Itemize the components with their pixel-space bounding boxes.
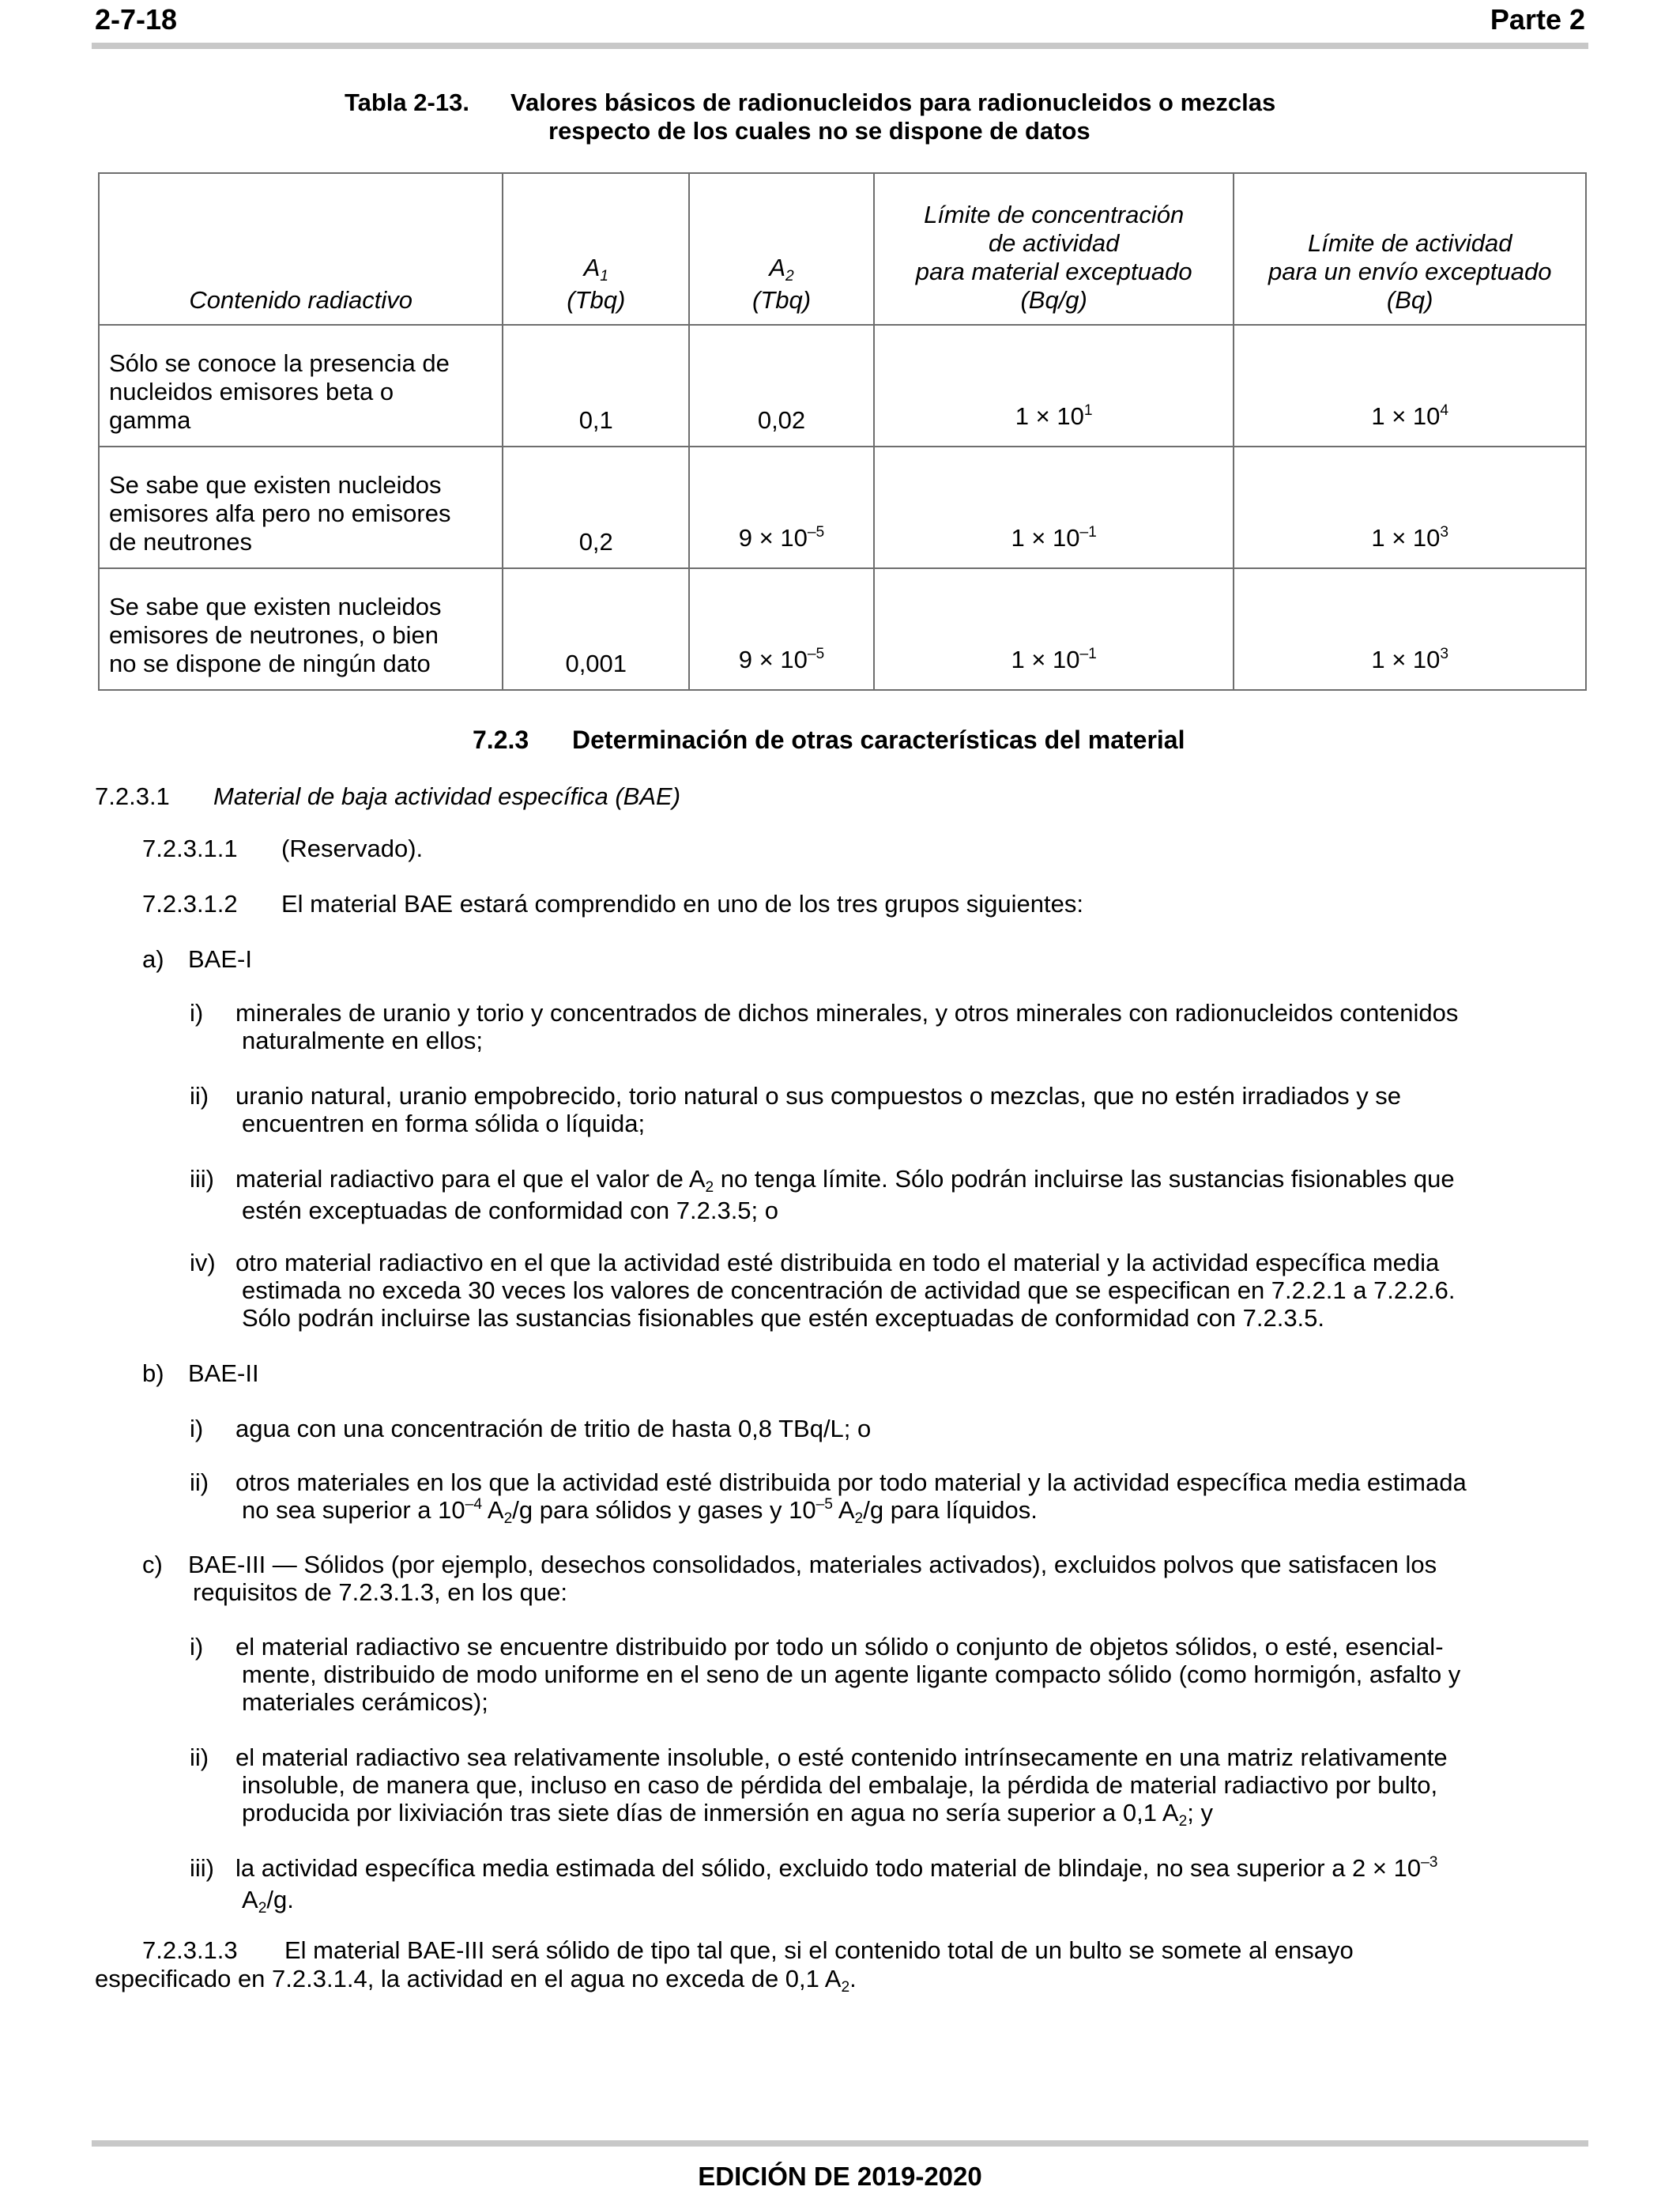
value-base: 9 × 10 xyxy=(738,524,808,552)
desc-line: no se dispone de ningún dato xyxy=(109,650,431,677)
list-marker: i) xyxy=(190,1633,204,1661)
group-label: BAE-II xyxy=(188,1359,259,1387)
item-line: estén exceptuadas de conformidad con 7.2.3.5; o xyxy=(242,1197,779,1224)
header-a2-sub: 2 xyxy=(785,267,794,285)
header-a1-symbol: A xyxy=(583,254,601,281)
value-exponent: –1 xyxy=(1079,646,1097,663)
table-caption xyxy=(345,89,1275,145)
text-run: ; y xyxy=(1187,1799,1213,1826)
header-a1 xyxy=(503,173,689,325)
table-row xyxy=(99,568,1586,690)
desc-line: emisores alfa pero no emisores xyxy=(109,499,451,527)
exponent: –3 xyxy=(1421,1854,1438,1872)
desc-line: de neutrones xyxy=(109,528,252,556)
item-line: estimada no exceda 30 veces los valores de concentración de actividad que se especifican en 7.2.2.1 a 7.2.2.6. xyxy=(242,1276,1456,1304)
cell-act xyxy=(1234,447,1586,568)
paragraph-number: 7.2.3.1.2 xyxy=(142,890,238,918)
table-row xyxy=(99,325,1586,447)
list-item xyxy=(190,1744,1587,1830)
list-marker: i) xyxy=(190,999,204,1027)
cell-conc xyxy=(874,447,1234,568)
list-marker: ii) xyxy=(190,1744,209,1771)
cell-a1: 0,2 xyxy=(503,447,689,568)
item-line: otros materiales en los que la actividad esté distribuida por todo material y la actividad específica media estimada xyxy=(235,1468,1467,1496)
paragraph-text: El material BAE estará comprendido en uno de los tres grupos siguientes: xyxy=(281,890,1083,918)
cell-act xyxy=(1234,325,1586,447)
section-heading xyxy=(473,726,1185,755)
text-run: A xyxy=(482,1496,504,1524)
part-label: Parte 2 xyxy=(1490,3,1585,36)
list-item xyxy=(190,1082,1587,1137)
list-marker: b) xyxy=(142,1359,164,1387)
header-a2 xyxy=(689,173,874,325)
paragraph-number: 7.2.3.1.1 xyxy=(142,835,238,862)
list-item xyxy=(190,1854,1587,1917)
value-exponent: –1 xyxy=(1079,524,1097,541)
item-line: encuentren en forma sólida o líquida; xyxy=(242,1110,646,1137)
header-limite-concentracion xyxy=(874,173,1234,325)
header-la-l1: Límite de actividad xyxy=(1307,229,1512,257)
list-marker: a) xyxy=(142,945,164,973)
edition-footer: EDICIÓN DE 2019-2020 xyxy=(698,2162,982,2191)
header-a2-symbol: A xyxy=(769,254,785,281)
paragraph-7-2-3-1-3 xyxy=(95,1936,1587,1997)
value-exponent: 4 xyxy=(1440,402,1449,420)
subscript: 2 xyxy=(705,1178,714,1196)
table-caption-line1: Valores básicos de radionucleidos para radionucleidos o mezclas xyxy=(510,89,1276,116)
subsection-heading xyxy=(95,782,680,811)
desc-line: emisores de neutrones, o bien xyxy=(109,621,439,649)
value-base: 1 × 10 xyxy=(1011,646,1080,673)
list-marker: c) xyxy=(142,1551,163,1578)
list-marker: ii) xyxy=(190,1468,209,1496)
text-run: A xyxy=(242,1886,258,1913)
desc-line: Se sabe que existen nucleidos xyxy=(109,471,442,499)
cell-act xyxy=(1234,568,1586,690)
group-c xyxy=(142,1551,1587,1606)
list-marker: ii) xyxy=(190,1082,209,1110)
footer-rule xyxy=(92,2140,1588,2147)
item-line: uranio natural, uranio empobrecido, torio natural o sus compuestos o mezclas, que no estén irradiados y se xyxy=(235,1082,1402,1110)
desc-line: gamma xyxy=(109,406,191,434)
value-exponent: 3 xyxy=(1440,646,1449,663)
item-line: requisitos de 7.2.3.1.3, en los que: xyxy=(193,1578,567,1606)
text-run: /g. xyxy=(266,1886,294,1913)
header-la-l3: (Bq) xyxy=(1386,286,1433,314)
subscript: 2 xyxy=(503,1510,513,1527)
item-line: naturalmente en ellos; xyxy=(242,1027,484,1054)
table-caption-label: Tabla 2-13. xyxy=(345,89,469,116)
paragraph-text: especificado en 7.2.3.1.4, la actividad en el agua no exceda de 0,1 A xyxy=(95,1965,842,1992)
header-a1-unit: (Tbq) xyxy=(567,286,626,314)
cell-conc xyxy=(874,568,1234,690)
list-item xyxy=(190,1468,1587,1528)
table-caption-line2: respecto de los cuales no se dispone de datos xyxy=(548,117,1090,145)
item-line: materiales cerámicos); xyxy=(242,1688,488,1716)
item-line: Sólo podrán incluirse las sustancias fisionables que estén exceptuadas de conformidad con 7.2.3.5. xyxy=(242,1304,1325,1332)
item-line: no tenga límite. Sólo podrán incluirse las sustancias fisionables que xyxy=(714,1165,1455,1193)
item-line: la actividad específica media estimada del sólido, excluido todo material de blindaje, no sea superior a 2 × 10 xyxy=(235,1854,1422,1882)
value-base: 1 × 10 xyxy=(1371,646,1441,673)
list-item xyxy=(190,1165,1587,1224)
paragraph-number: 7.2.3.1.3 xyxy=(142,1936,238,1964)
item-line: BAE-III — Sólidos (por ejemplo, desechos consolidados, materiales activados), excluidos polvos que satisfacen los xyxy=(188,1551,1437,1578)
subscript: 2 xyxy=(258,1899,267,1917)
exponent: –4 xyxy=(465,1496,483,1514)
item-line: otro material radiactivo en el que la actividad esté distribuida en todo el material y la actividad específica media xyxy=(235,1249,1440,1276)
paragraph-text: (Reservado). xyxy=(281,835,424,862)
desc-line: Se sabe que existen nucleidos xyxy=(109,593,442,620)
group-label: BAE-I xyxy=(188,945,252,973)
value-exponent: –5 xyxy=(807,524,825,541)
paragraph-text: El material BAE-III será sólido de tipo tal que, si el contenido total de un bulto se somete al ensayo xyxy=(284,1936,1354,1964)
item-line xyxy=(190,1496,1587,1528)
item-line: el material radiactivo sea relativamente insoluble, o esté contenido intrínsecamente en una matriz relativamente xyxy=(235,1744,1448,1771)
row-description xyxy=(99,325,503,447)
group-a xyxy=(142,945,252,974)
text-run: /g para sólidos y gases y 10 xyxy=(512,1496,816,1524)
section-title: Determinación de otras características del material xyxy=(572,726,1185,754)
header-lc-l2: de actividad xyxy=(988,229,1120,257)
header-contenido: Contenido radiactivo xyxy=(99,173,503,325)
header-lc-l1: Límite de concentración xyxy=(924,201,1185,228)
paragraph-text: . xyxy=(849,1965,857,1992)
item-line: agua con una concentración de tritio de hasta 0,8 TBq/L; o xyxy=(235,1415,872,1442)
table-header-row xyxy=(99,173,1586,325)
header-la-l2: para un envío exceptuado xyxy=(1268,258,1552,285)
cell-a2 xyxy=(689,568,874,690)
item-line xyxy=(190,1799,1587,1830)
value-exponent: 1 xyxy=(1083,402,1093,420)
paragraph-7-2-3-1-2 xyxy=(142,890,1083,918)
cell-a2: 0,02 xyxy=(689,325,874,447)
header-a2-unit: (Tbq) xyxy=(751,286,812,314)
page-number: 2-7-18 xyxy=(95,3,178,36)
table-row xyxy=(99,447,1586,568)
list-marker: iii) xyxy=(190,1165,214,1193)
text-run: no sea superior a 10 xyxy=(242,1496,465,1524)
header-a1-sub: 1 xyxy=(600,267,608,285)
list-item xyxy=(190,1415,1587,1442)
section-number: 7.2.3 xyxy=(473,726,529,754)
item-line xyxy=(190,1886,1587,1917)
header-lc-l4: (Bq/g) xyxy=(1020,286,1087,314)
item-line: insoluble, de manera que, incluso en caso de pérdida del embalaje, la pérdida de material radiactivo por bulto, xyxy=(242,1771,1438,1799)
value-base: 1 × 10 xyxy=(1371,402,1441,430)
header-rule xyxy=(92,43,1588,49)
cell-a1: 0,1 xyxy=(503,325,689,447)
value-base: 1 × 10 xyxy=(1011,524,1080,552)
row-description xyxy=(99,447,503,568)
subscript: 2 xyxy=(854,1510,864,1527)
list-item xyxy=(190,1633,1587,1716)
value-base: 9 × 10 xyxy=(738,646,808,673)
radionuclide-table xyxy=(98,172,1587,691)
desc-line: Sólo se conoce la presencia de xyxy=(109,349,450,377)
subscript: 2 xyxy=(1178,1812,1188,1830)
subsection-number: 7.2.3.1 xyxy=(95,782,170,810)
cell-a2 xyxy=(689,447,874,568)
text-run: A xyxy=(832,1496,855,1524)
subscript: 2 xyxy=(841,1978,850,1996)
list-item xyxy=(190,999,1587,1054)
item-line: el material radiactivo se encuentre distribuido por todo un sólido o conjunto de objetos sólidos, o esté, esencial- xyxy=(235,1633,1444,1661)
desc-line: nucleidos emisores beta o xyxy=(109,378,394,405)
item-line: minerales de uranio y torio y concentrados de dichos minerales, y otros minerales con radionucleidos contenidos xyxy=(235,999,1459,1027)
group-b xyxy=(142,1359,259,1388)
header-lc-l3: para material exceptuado xyxy=(915,258,1192,285)
cell-a1: 0,001 xyxy=(503,568,689,690)
cell-conc xyxy=(874,325,1234,447)
value-base: 1 × 10 xyxy=(1015,402,1084,430)
list-marker: i) xyxy=(190,1415,204,1442)
paragraph-7-2-3-1-1 xyxy=(142,835,423,863)
value-base: 1 × 10 xyxy=(1371,524,1441,552)
list-item xyxy=(190,1249,1587,1332)
header-limite-actividad xyxy=(1234,173,1586,325)
subsection-title: Material de baja actividad específica (BAE) xyxy=(213,782,681,810)
value-exponent: 3 xyxy=(1440,524,1449,541)
text-run: producida por lixiviación tras siete días de inmersión en agua no sería superior a 0,1 A xyxy=(242,1799,1179,1826)
list-marker: iii) xyxy=(190,1854,214,1882)
text-run: /g para líquidos. xyxy=(863,1496,1038,1524)
value-exponent: –5 xyxy=(807,646,825,663)
list-marker: iv) xyxy=(190,1249,216,1276)
item-line: material radiactivo para el que el valor de A xyxy=(235,1165,706,1193)
exponent: –5 xyxy=(816,1496,833,1514)
row-description xyxy=(99,568,503,690)
item-line: mente, distribuido de modo uniforme en el seno de un agente ligante compacto sólido (como hormigón, asfalto y xyxy=(242,1661,1461,1688)
